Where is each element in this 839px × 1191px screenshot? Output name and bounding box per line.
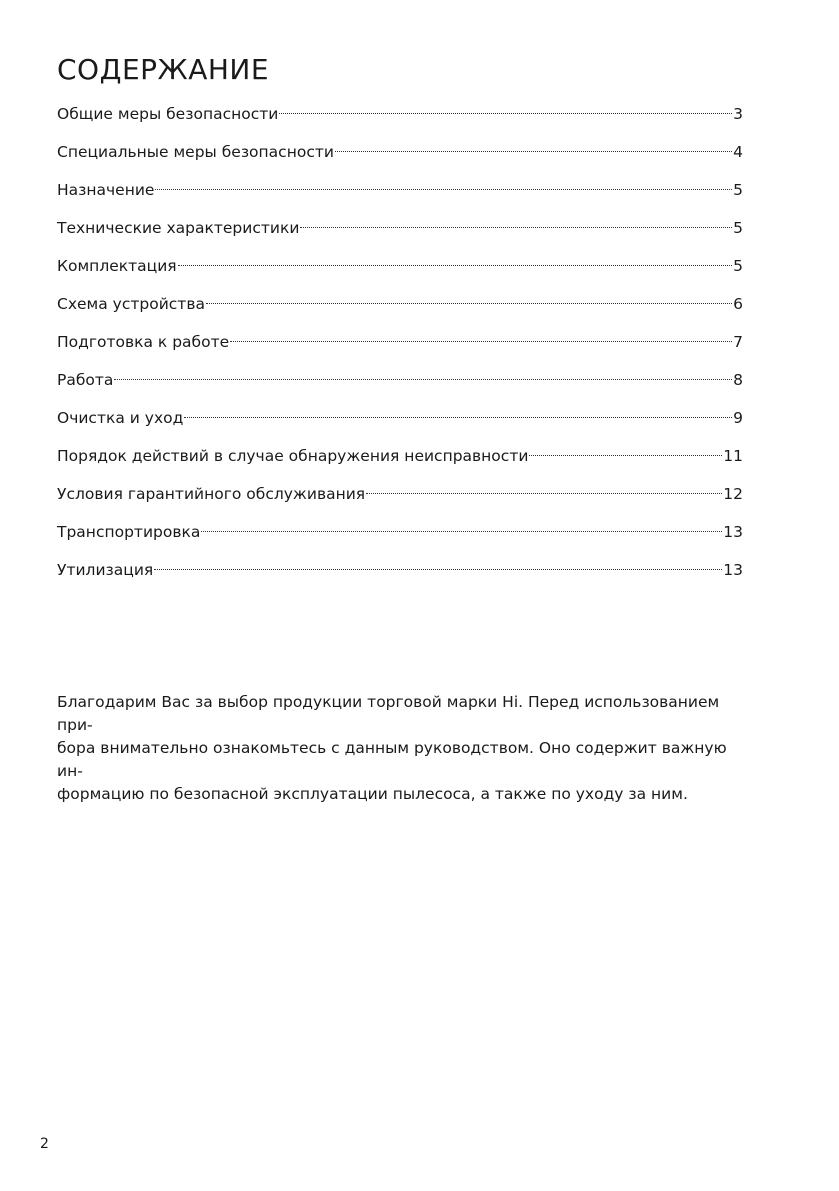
toc-entry-title: Подготовка к работе bbox=[57, 333, 230, 351]
intro-line: формацию по безопасной эксплуатации пылесоса, а также по уходу за ним. bbox=[57, 785, 688, 803]
toc-entry[interactable] bbox=[57, 475, 743, 513]
toc-leader-dots bbox=[529, 455, 722, 456]
toc-entry-title: Схема устройства bbox=[57, 295, 205, 313]
toc-entry[interactable] bbox=[57, 513, 743, 551]
toc-leader-dots bbox=[155, 189, 732, 190]
table-of-contents bbox=[57, 95, 743, 589]
toc-entry-title: Условия гарантийного обслуживания bbox=[57, 485, 366, 503]
toc-entry-page: 7 bbox=[733, 333, 743, 351]
toc-entry-page: 3 bbox=[733, 105, 743, 123]
toc-entry[interactable] bbox=[57, 323, 743, 361]
toc-entry-title: Работа bbox=[57, 371, 114, 389]
toc-entry-title: Технические характеристики bbox=[57, 219, 300, 237]
toc-entry[interactable] bbox=[57, 247, 743, 285]
toc-entry[interactable] bbox=[57, 171, 743, 209]
toc-entry-title: Комплектация bbox=[57, 257, 177, 275]
intro-line: бора внимательно ознакомьтесь с данным руководством. Оно содержит важную ин- bbox=[57, 739, 727, 780]
toc-entry-page: 13 bbox=[723, 523, 743, 541]
toc-entry[interactable] bbox=[57, 399, 743, 437]
toc-entry-title: Порядок действий в случае обнаружения неисправности bbox=[57, 447, 529, 465]
toc-entry-page: 12 bbox=[723, 485, 743, 503]
toc-entry-page: 5 bbox=[733, 181, 743, 199]
page-title: СОДЕРЖАНИЕ bbox=[57, 53, 270, 86]
toc-entry[interactable] bbox=[57, 95, 743, 133]
toc-entry-page: 11 bbox=[723, 447, 743, 465]
toc-entry[interactable] bbox=[57, 209, 743, 247]
toc-entry-page: 13 bbox=[723, 561, 743, 579]
toc-leader-dots bbox=[335, 151, 732, 152]
toc-entry[interactable] bbox=[57, 437, 743, 475]
toc-entry-page: 5 bbox=[733, 219, 743, 237]
toc-leader-dots bbox=[184, 417, 732, 418]
toc-entry-page: 4 bbox=[733, 143, 743, 161]
toc-leader-dots bbox=[366, 493, 722, 494]
toc-entry-title: Общие меры безопасности bbox=[57, 105, 279, 123]
toc-entry-title: Утилизация bbox=[57, 561, 154, 579]
toc-leader-dots bbox=[154, 569, 722, 570]
toc-leader-dots bbox=[178, 265, 733, 266]
toc-leader-dots bbox=[279, 113, 732, 114]
toc-entry[interactable] bbox=[57, 551, 743, 589]
page-number: 2 bbox=[40, 1136, 49, 1152]
toc-entry-page: 6 bbox=[733, 295, 743, 313]
toc-entry-title: Очистка и уход bbox=[57, 409, 184, 427]
toc-entry-title: Назначение bbox=[57, 181, 155, 199]
toc-entry-title: Специальные меры безопасности bbox=[57, 143, 334, 161]
toc-entry-page: 9 bbox=[733, 409, 743, 427]
toc-entry[interactable] bbox=[57, 133, 743, 171]
toc-leader-dots bbox=[230, 341, 732, 342]
toc-leader-dots bbox=[300, 227, 732, 228]
toc-entry[interactable] bbox=[57, 361, 743, 399]
toc-entry-title: Транспортировка bbox=[57, 523, 201, 541]
intro-line: Благодарим Вас за выбор продукции торговой марки Hi. Перед использованием при- bbox=[57, 693, 720, 734]
intro-paragraph bbox=[57, 691, 757, 806]
toc-entry-page: 8 bbox=[733, 371, 743, 389]
toc-entry[interactable] bbox=[57, 285, 743, 323]
toc-entry-page: 5 bbox=[733, 257, 743, 275]
toc-leader-dots bbox=[114, 379, 732, 380]
toc-leader-dots bbox=[201, 531, 722, 532]
toc-leader-dots bbox=[206, 303, 732, 304]
